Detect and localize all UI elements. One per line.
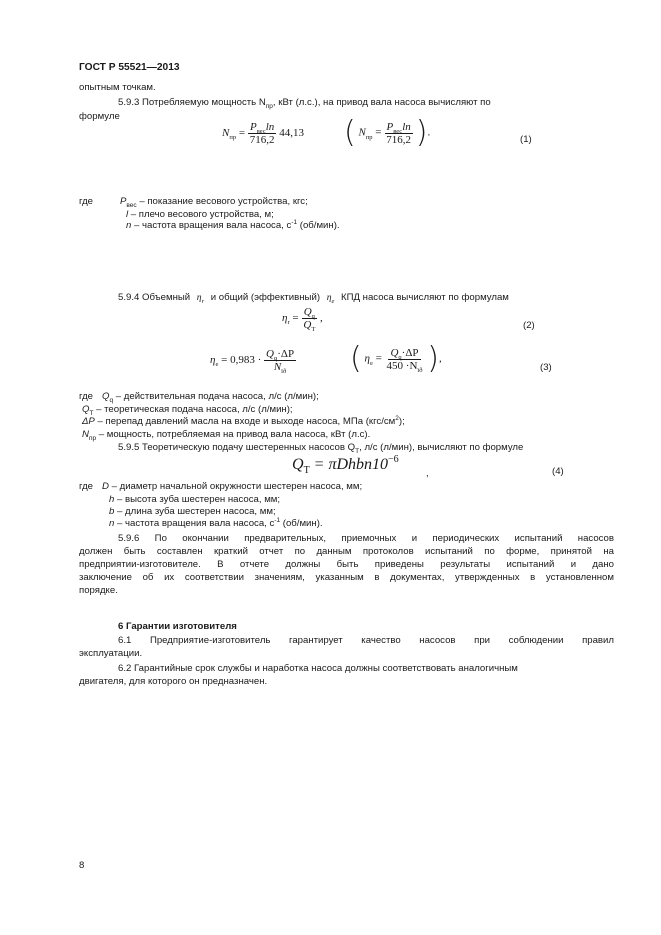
where2-item-npr: $N_{пр}$ – мощность, потребляемая на привод вала насоса, кВт (л.с). bbox=[82, 429, 371, 442]
formula-1-number: (1) bbox=[520, 134, 532, 145]
paragraph-intro: опытным точкам. bbox=[79, 82, 156, 93]
section-6-2-line1: 6.2 Гарантийные срок службы и наработка насоса должны соответствовать аналогичным bbox=[118, 663, 518, 674]
formula-3-number: (3) bbox=[540, 362, 552, 373]
where-label-1: где bbox=[79, 196, 94, 207]
formula-2: $\eta_r$ = $\frac{Q_q}{Q_T}$ , bbox=[282, 306, 323, 333]
where-label-3: где bbox=[79, 481, 94, 492]
where1-item-n: n – частота вращения вала насоса, $с^{-1}$ (об/мин). bbox=[126, 219, 340, 231]
where3-item-d: D – диаметр начальной окружности шестерен насоса, мм; bbox=[102, 481, 363, 492]
formula-3: $\eta_e = 0,983$ · $\frac{Q_q\cdot\Delta P}{N_{ïð}}$ bbox=[210, 348, 295, 375]
formula-3-alt: ( $\eta_e$ = $\frac{Q_q\cdot\Delta P}{450 \cdot N_{ïð}}$ ), bbox=[350, 341, 442, 376]
where3-item-b: b – длина зуба шестерен насоса, мм; bbox=[109, 506, 276, 517]
where2-item-dp: ΔP – перепад давлений масла на входе и выходе насоса, МПа $(кгс/см^2)$; bbox=[82, 415, 405, 427]
document-header: ГОСТ Р 55521—2013 bbox=[79, 62, 180, 73]
section-5-9-6-line1: 5.9.6 По окончании предварительных, приемочных и периодических испытаний насосов bbox=[118, 533, 614, 544]
section-6-title: 6 Гарантии изготовителя bbox=[118, 621, 237, 632]
section-5-9-4: 5.9.4 Объемный $\eta_r$ и общий (эффективный) $\eta_e$ КПД насоса вычисляют по формулам bbox=[118, 292, 509, 305]
section-5-9-3-line1: 5.9.3 Потребляемую мощность $N_{пр}$, кВт (л.с.), на привод вала насоса вычисляют по bbox=[118, 97, 491, 110]
section-5-9-6-line2: должен быть составлен краткий отчет по данным протоколов испытаний по форме, принятой на bbox=[79, 546, 614, 557]
where2-item-qq: $Q_q$ – действительная подача насоса, л/с (л/мин); bbox=[102, 391, 319, 404]
section-5-9-6-line4: заключение об их соответствии значениям, указанным в документах, утвержденных в установленном bbox=[79, 572, 614, 583]
where2-item-qt: $Q_T$ – теоретическая подача насоса, л/с (л/мин); bbox=[82, 404, 293, 417]
where3-item-n: n – частота вращения вала насоса, $с^{-1}$ (об/мин). bbox=[109, 517, 323, 529]
where1-item-l: l – плечо весового устройства, м; bbox=[126, 209, 274, 220]
formula-1-alt: ( $N_{пр}$ = $\frac{P_{вес}\ln}{716,2}$ ). bbox=[344, 115, 431, 150]
where3-item-h: h – высота зуба шестерен насоса, мм; bbox=[109, 494, 281, 505]
section-6-2-line2: двигателя, для которого он предназначен. bbox=[79, 676, 268, 687]
section-5-9-3-line2: формуле bbox=[79, 111, 120, 122]
section-6-1-line2: эксплуатации. bbox=[79, 648, 143, 659]
formula-4: $Q_Т$ = $\pi Dhbn10^{-6}$ bbox=[292, 454, 399, 476]
formula-2-number: (2) bbox=[523, 320, 535, 331]
where1-item-pves: $P_{вес}$ – показание весового устройства, кгс; bbox=[120, 196, 308, 209]
section-5-9-6-line5: порядке. bbox=[79, 585, 118, 596]
section-5-9-6-line3: предприятии-изготовителе. В отчете должны быть приведены результаты испытаний и дано bbox=[79, 559, 614, 570]
page-number: 8 bbox=[79, 860, 85, 871]
formula-4-number: (4) bbox=[552, 466, 564, 477]
formula-4-tail: , bbox=[426, 468, 429, 479]
where-label-2: где bbox=[79, 391, 94, 402]
formula-1: $N_{пр}$ = $\frac{P_{вес}\ln}{716,2}$ 44,13 bbox=[222, 121, 305, 146]
section-5-9-5: 5.9.5 Теоретическую подачу шестеренных насосов $Q_Т$, л/с (л/мин), вычисляют по формуле bbox=[118, 442, 524, 455]
section-6-1-line1: 6.1 Предприятие-изготовитель гарантирует качество насосов при соблюдении правил bbox=[118, 635, 614, 646]
